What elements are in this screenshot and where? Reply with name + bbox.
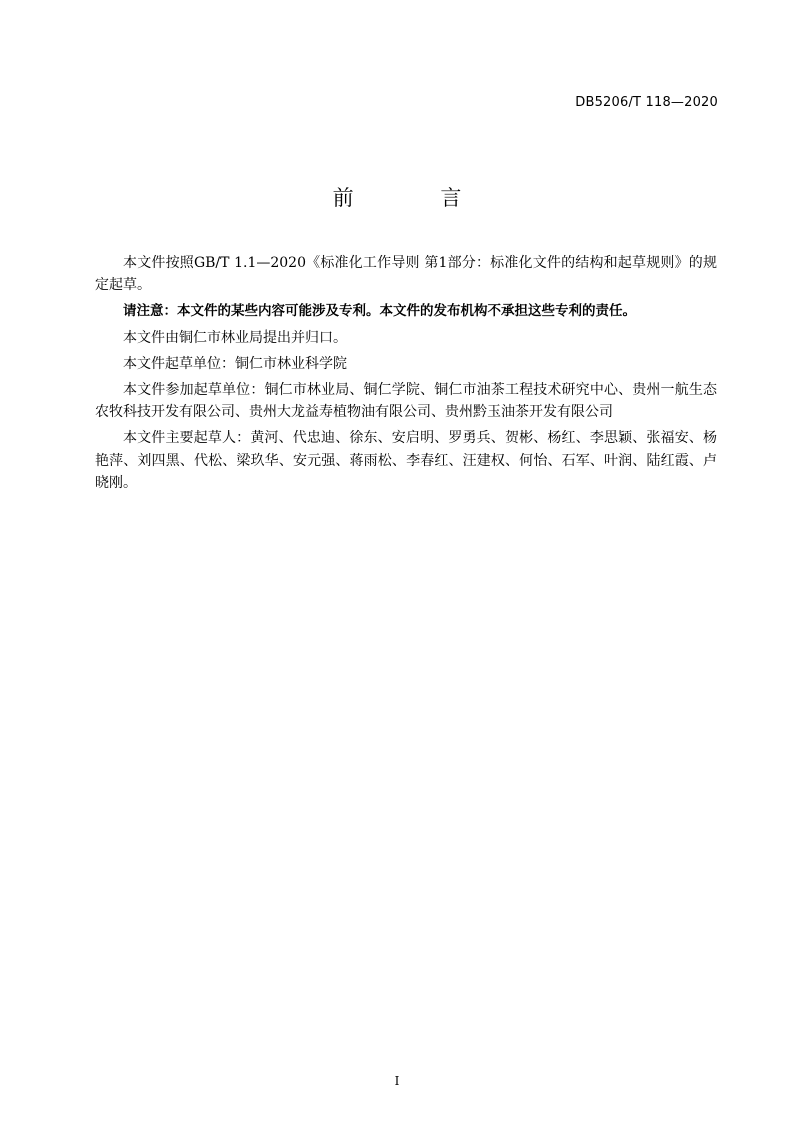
- paragraph-drafting-unit: 本文件起草单位：铜仁市林业科学院: [123, 355, 347, 372]
- standard-code: DB5206/T 118—2020: [575, 95, 718, 110]
- page-number: I: [394, 1074, 400, 1088]
- paragraph-participating-units: 本文件参加起草单位：铜仁市林业局、铜仁学院、铜仁市油茶工程技术研究中心、贵州一航生态农牧科技开发有限公司、贵州大龙益寿植物油有限公司、贵州黔玉油茶开发有限公司: [95, 382, 717, 421]
- paragraph-main-drafters: 本文件主要起草人：黄河、代忠迪、徐东、安启明、罗勇兵、贺彬、杨红、李思颖、张福安、杨艳萍、刘四黑、代松、梁玖华、安元强、蒋雨松、李春红、汪建权、何怡、石军、叶润、陆红霞、卢晓刚。: [95, 430, 717, 491]
- paragraph-drafting-rules: 本文件按照GB/T 1.1—2020《标准化工作导则 第1部分：标准化文件的结构和起草规则》的规定起草。: [95, 255, 717, 294]
- paragraph-patent-notice: 请注意：本文件的某些内容可能涉及专利。本文件的发布机构不承担这些专利的责任。: [123, 303, 636, 320]
- foreword-body: [95, 252, 717, 498]
- paragraph-proposer: 本文件由铜仁市林业局提出并归口。: [123, 329, 347, 346]
- page-title: 前 言: [332, 186, 502, 210]
